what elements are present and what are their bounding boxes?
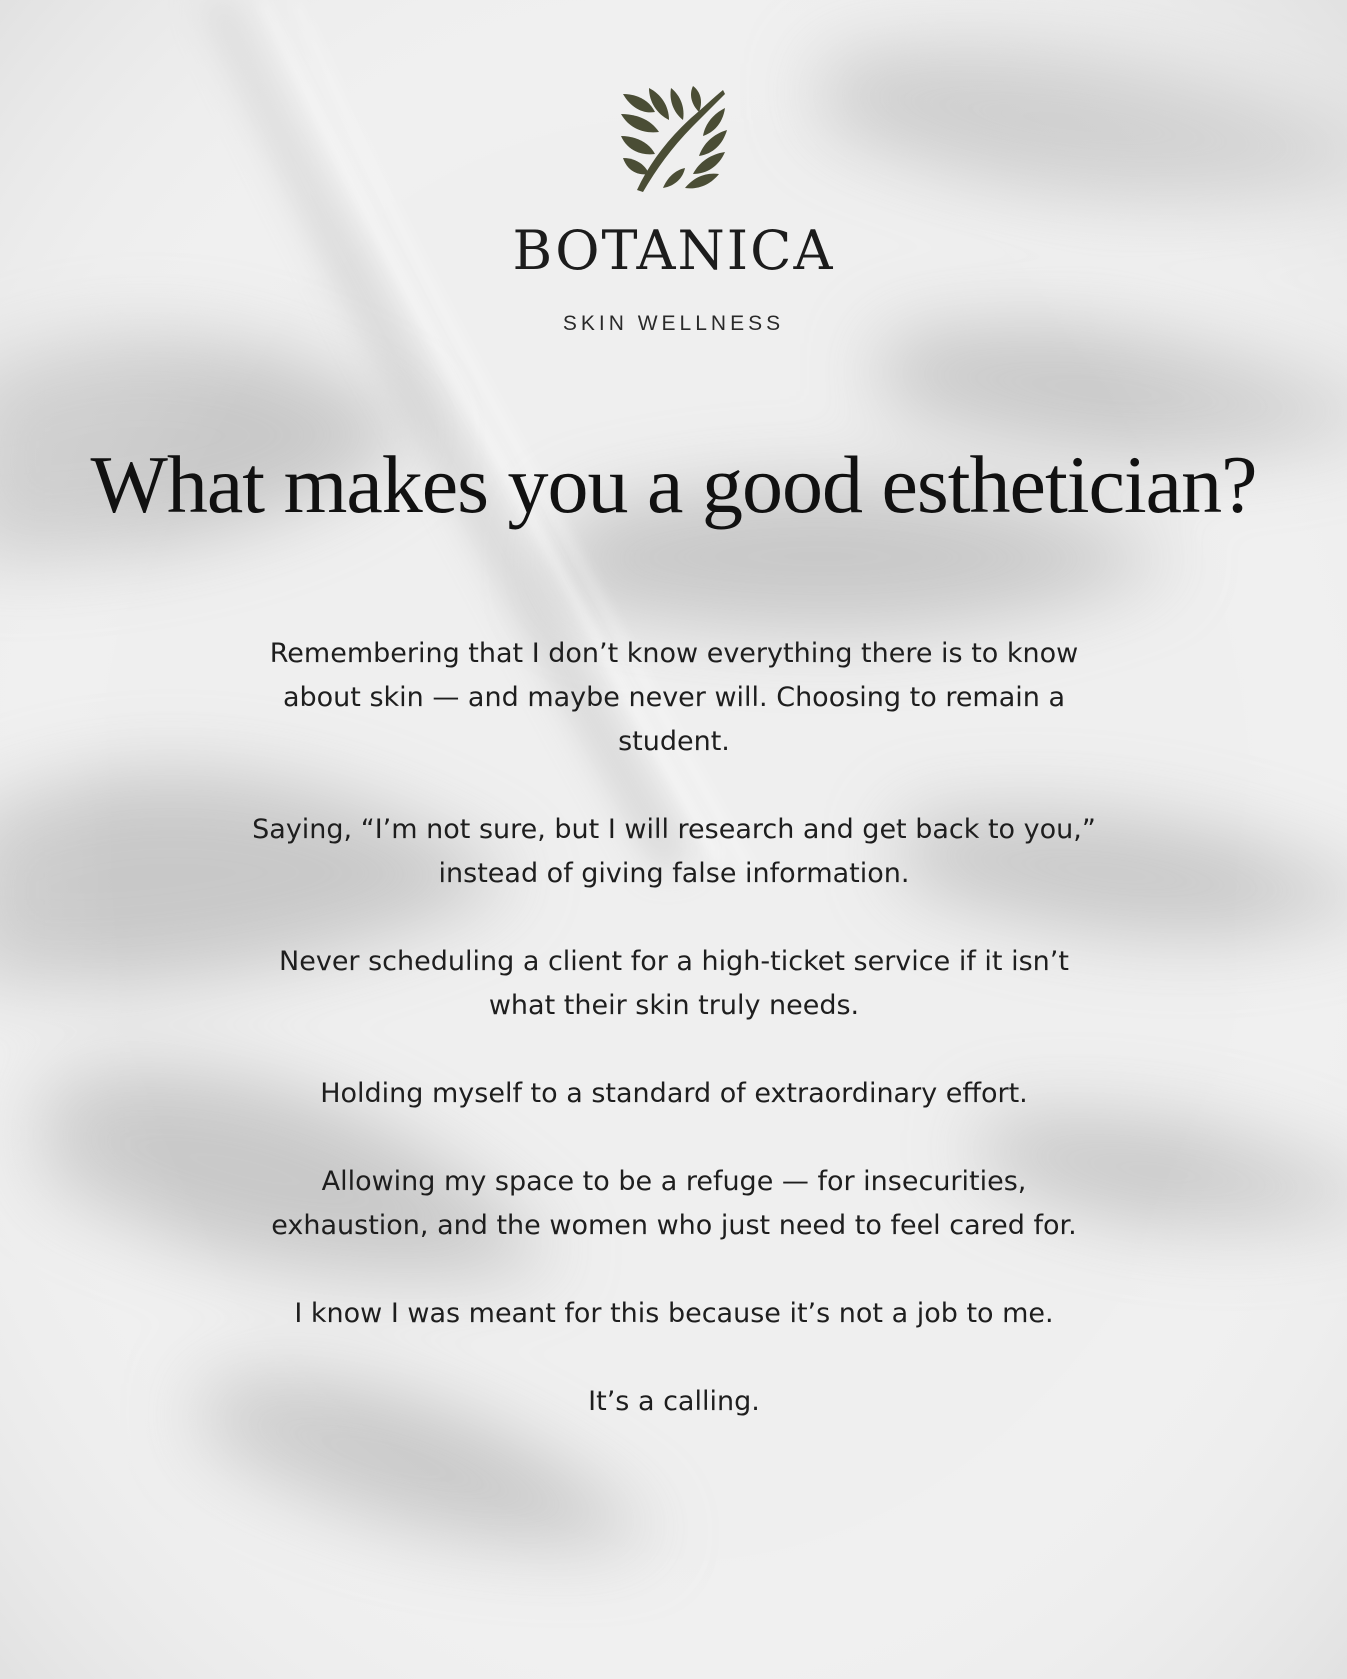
brand-tagline: SKIN WELLNESS [562,312,785,335]
paragraph: Holding myself to a standard of extraordinary effort. [320,1078,1028,1109]
body-copy [224,632,1124,1424]
leaf-frond-icon [619,84,729,194]
brand-name: BOTANICA [512,219,835,282]
headline: What makes you a good esthetician? [90,439,1257,530]
paragraph: Saying, “I’m not sure, but I will research and get back to you,” instead of giving false information. [252,814,1096,889]
paragraph: Never scheduling a client for a high-ticket service if it isn’t what their skin truly needs. [279,946,1069,1021]
paragraph: It’s a calling. [588,1386,760,1417]
paragraph: I know I was meant for this because it’s not a job to me. [294,1298,1054,1329]
paragraph: Allowing my space to be a refuge — for insecurities, exhaustion, and the women who just need to feel cared for. [271,1166,1077,1241]
paragraph: Remembering that I don’t know everything there is to know about skin — and maybe never will. Choosing to remain a student. [269,638,1079,757]
